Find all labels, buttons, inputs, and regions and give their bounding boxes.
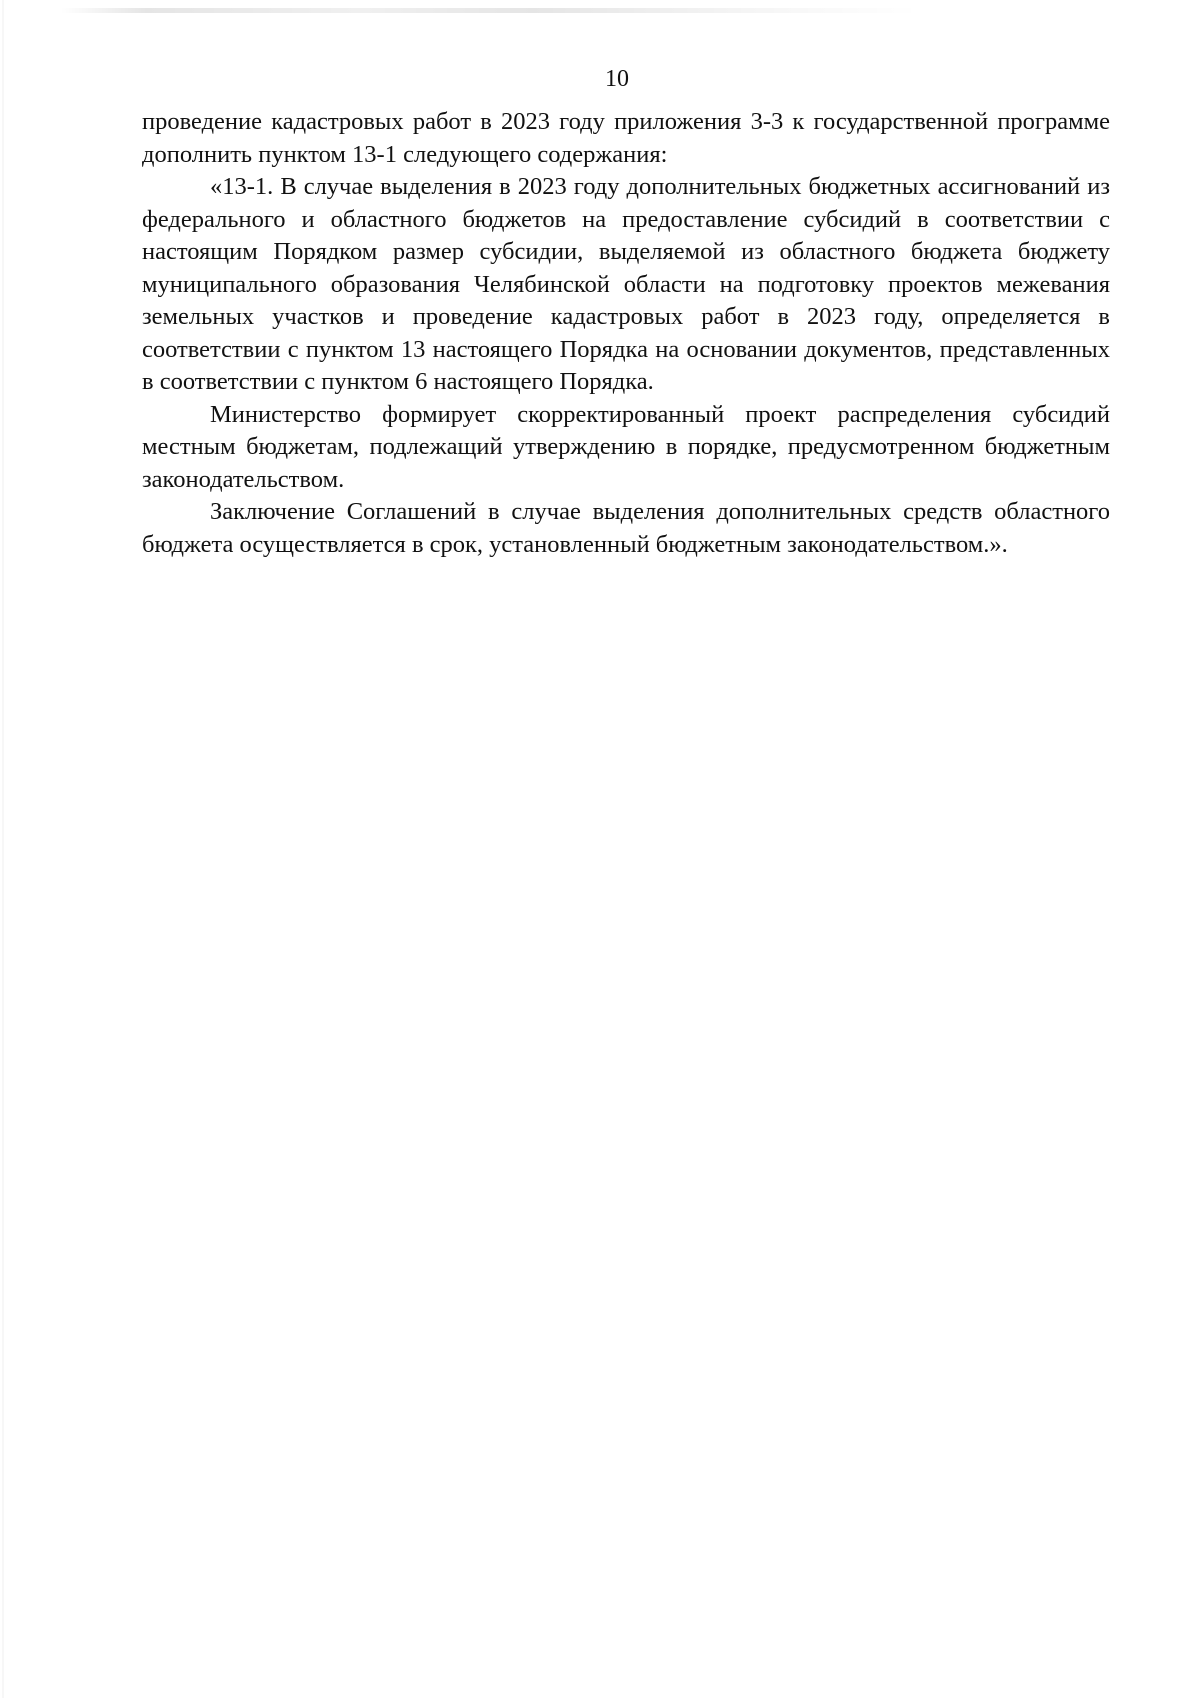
scan-artifact-top [60,8,920,13]
page-number: 10 [605,66,629,92]
paragraph-agreements: Заключение Соглашений в случае выделения дополнительных средств областного бюджета осуществляется в срок, установленный бюджетным законодательством.». [142,498,1110,558]
paragraph-continuation: проведение кадастровых работ в 2023 году приложения 3-3 к государственной программе дополнить пунктом 13-1 следующего содержания: [142,108,1110,168]
scan-artifact-left [2,0,4,1698]
paragraph-ministry: Министерство формирует скорректированный проект распределения субсидий местным бюджетам, подлежащий утверждению в порядке, предусмотренном бюджетным законодательством. [142,400,1110,493]
document-body [142,106,1110,561]
paragraph-item-13-1: «13-1. В случае выделения в 2023 году дополнительных бюджетных ассигнований из федерального и областного бюджетов на предоставление субсидий в соответствии с настоящим Порядком размер субсидии, выделяемой из областного бюджета бюджету муниципального образования Челябинской области на подготовку проектов межевания земельных участков и проведение кадастровых работ в 2023 году, определяется в соответствии с пунктом 13 настоящего Порядка на основании документов, представленных в соответствии с пунктом 6 настоящего Порядка. [142,173,1110,395]
